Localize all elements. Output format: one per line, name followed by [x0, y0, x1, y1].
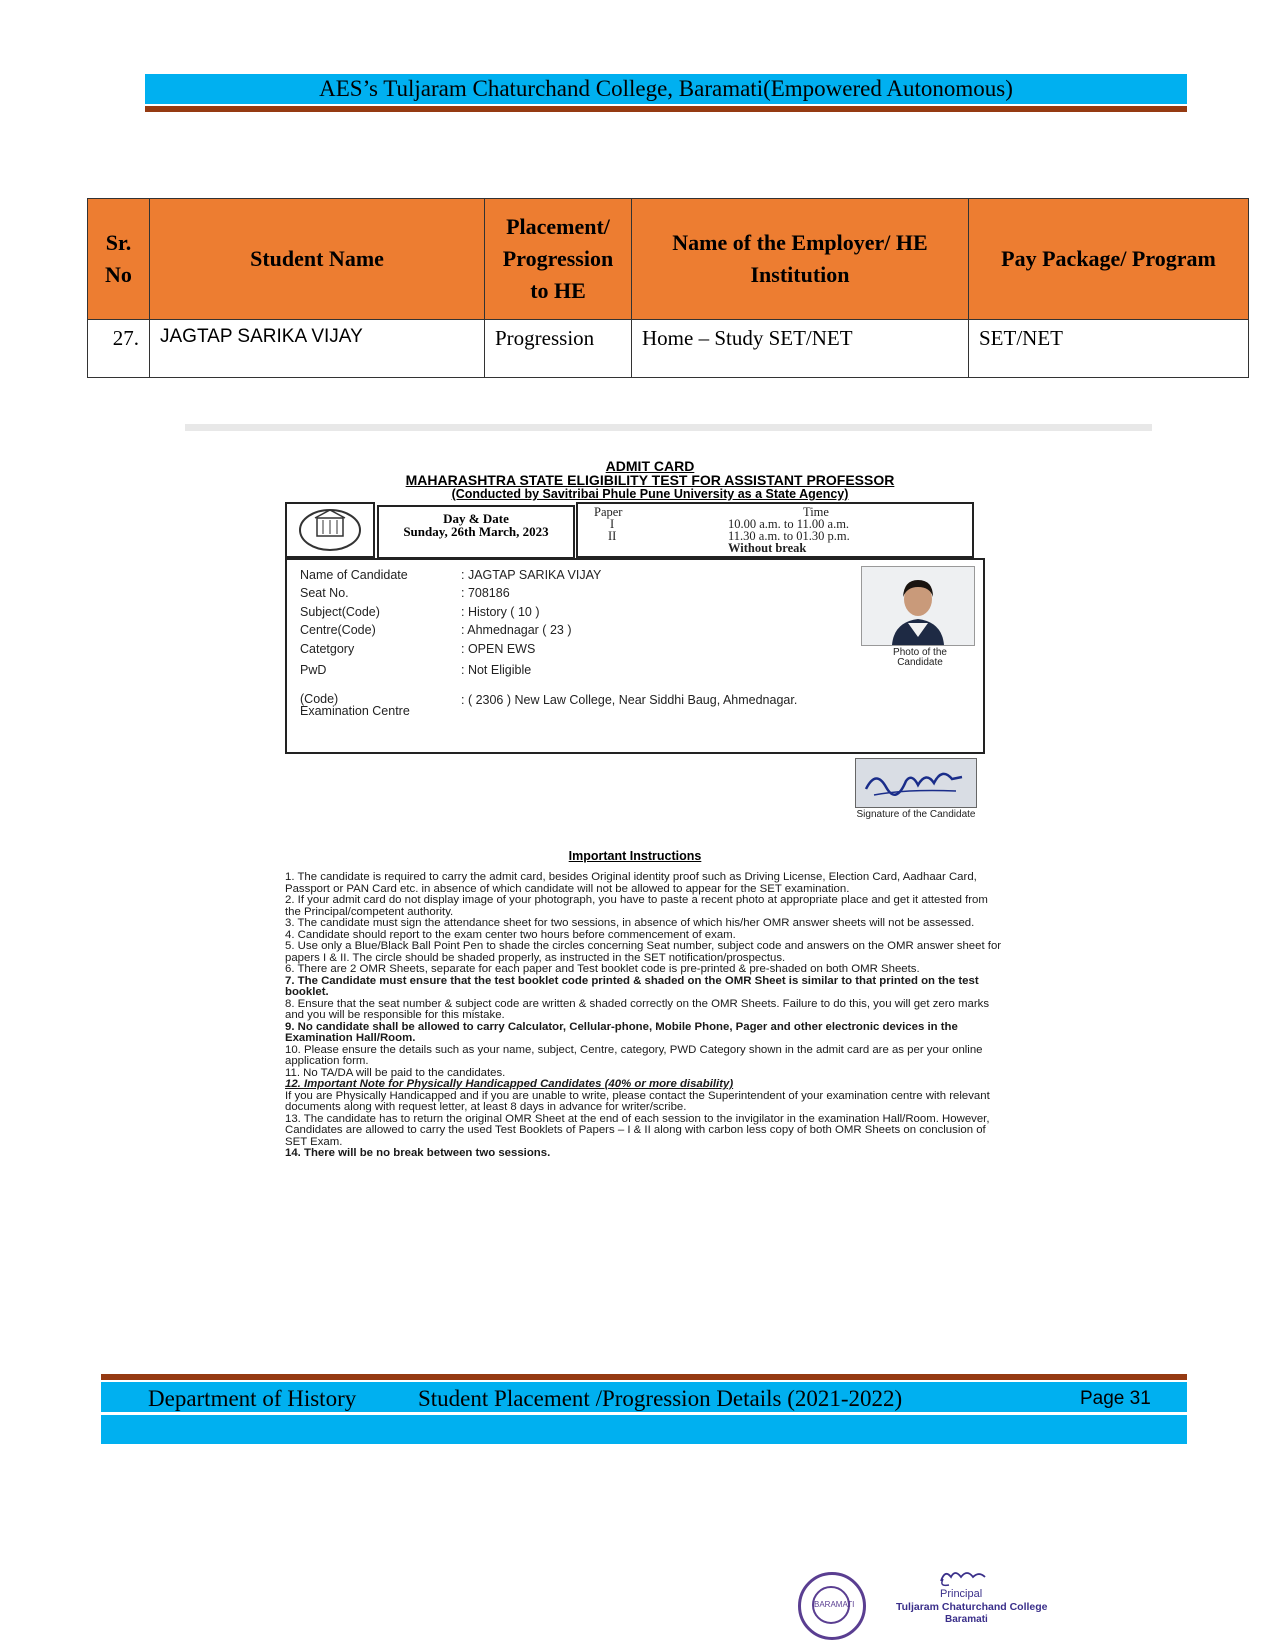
instruction-13: 13. The candidate has to return the original OMR Sheet at the end of each session to the invigilator in the examination Hall/Room. However, Candidates are allowed to carry the used Test Booklets of Papers – I & II along with carbon less copy of both OMR Sheets on conclusion of SET Exam. — [285, 1112, 990, 1148]
day-date-label: Day & Date — [443, 511, 509, 526]
page-number: 31 — [1129, 1388, 1151, 1409]
instruction-3: 3. The candidate must sign the attendance sheet for two sessions, in absence of which his/her OMR answer sheets will not be assessed. — [285, 917, 975, 929]
photo-caption: Photo of the Candidate — [893, 647, 947, 668]
footer-page — [1080, 1385, 1151, 1413]
placement-table — [87, 198, 1249, 378]
header-title: AES’s Tuljaram Chaturchand College, Baramati(Empowered Autonomous) — [319, 76, 1013, 101]
paper-2-time: 11.30 a.m. to 01.30 p.m. — [728, 529, 850, 543]
instructions-list — [285, 872, 1005, 1160]
cell-placement: Progression — [485, 320, 632, 378]
instruction-1: 1. The candidate is required to carry the admit card, besides Original identity proof such as Driving License, Election Card, Aadhaar Card, Passport or PAN Card etc. in absence of which candidate will not be allowed to appear for the SET examination. — [285, 871, 977, 895]
cell-sr-no: 27. — [88, 320, 150, 378]
instruction-8: 8. Ensure that the seat number & subject code are written & shaded correctly on the OMR Sheets. Failure to do this, you will get zero marks and you will be responsible for this mistake. — [285, 997, 990, 1021]
field-label-category: Catetgory — [300, 642, 355, 656]
admit-card-title: ADMIT CARD — [605, 458, 695, 474]
page-header — [145, 74, 1187, 104]
cell-student-name: JAGTAP SARIKA VIJAY — [150, 320, 485, 378]
scan-top-border — [185, 424, 1152, 431]
col-pay-package: Pay Package/ Program — [969, 199, 1249, 320]
instruction-2: 2. If your admit card do not display image of your photograph, you have to paste a recent photo at appropriate place and get it attested from the Principal/competent authority. — [285, 894, 988, 918]
date-box — [377, 505, 575, 559]
field-value-centre: : Ahmednagar ( 23 ) — [461, 623, 572, 637]
principal-signature-icon — [935, 1565, 995, 1589]
table-header-row — [88, 199, 1249, 320]
admit-card-subtitle: MAHARASHTRA STATE ELIGIBILITY TEST FOR ASSISTANT PROFESSOR — [405, 472, 895, 488]
field-label-subject: Subject(Code) — [300, 605, 380, 619]
field-value-pwd: : Not Eligible — [461, 663, 532, 677]
field-value-name: : JAGTAP SARIKA VIJAY — [461, 568, 602, 582]
cell-employer: Home – Study SET/NET — [632, 320, 969, 378]
col-placement: Placement/ Progression to HE — [485, 199, 632, 320]
instruction-5: 5. Use only a Blue/Black Ball Point Pen to shade the circles concerning Seat number, subject code and answers on the OMR answer sheet for papers I & II. The circle should be shaded properly, as instructed in the SET notification/prospectus. — [285, 940, 1002, 964]
candidate-details-box — [285, 558, 985, 754]
signature-icon — [856, 759, 976, 807]
col-employer: Name of the Employer/ HE Institution — [632, 199, 969, 320]
instruction-12: 12. Important Note for Physically Handicapped Candidates (40% or more disability) — [285, 1078, 734, 1090]
instruction-11: 11. No TA/DA will be paid to the candidates. — [285, 1066, 506, 1079]
time-label: Time — [803, 505, 829, 519]
header-rule — [145, 106, 1187, 112]
instruction-6: 6. There are 2 OMR Sheets, separate for each paper and Test booklet code is pre-printed & pre-shaded on both OMR Sheets. — [285, 963, 920, 975]
without-break: Without break — [728, 541, 807, 555]
university-emblem-icon — [287, 504, 373, 556]
candidate-signature — [855, 758, 977, 808]
admit-card — [285, 452, 1015, 1232]
paper-1-time: 10.00 a.m. to 11.00 a.m. — [728, 517, 850, 531]
footer-department: Department of History — [148, 1386, 357, 1411]
exam-centre-label: (Code) Examination Centre — [300, 692, 410, 718]
instruction-14: 14. There will be no break between two sessions. — [285, 1147, 551, 1159]
day-date-value: Sunday, 26th March, 2023 — [403, 524, 549, 539]
col-student-name: Student Name — [150, 199, 485, 320]
principal-title: Principal — [940, 1588, 983, 1600]
field-label-name: Name of Candidate — [300, 568, 408, 582]
instruction-7: 7. The Candidate must ensure that the test booklet code printed & shaded on the OMR Sheet is similar to that printed on the test booklet. — [285, 974, 979, 998]
field-value-seat: : 708186 — [461, 586, 510, 600]
instruction-12-detail: If you are Physically Handicapped and if you are unable to write, please contact the Superintendent of your examination centre with relevant documents along with request letter, at least 8 days in advance for writer/scribe. — [285, 1089, 990, 1113]
signature-caption: Signature of the Candidate — [856, 809, 976, 820]
col-sr-no: Sr. No — [88, 199, 150, 320]
person-photo-icon — [862, 567, 974, 645]
field-label-centre: Centre(Code) — [300, 623, 376, 637]
footer-rule — [101, 1374, 1187, 1380]
candidate-photo — [861, 566, 975, 646]
paper-label: Paper — [594, 505, 623, 519]
field-label-pwd: PwD — [300, 663, 327, 677]
cell-pay-package: SET/NET — [969, 320, 1249, 378]
paper-time-box — [576, 502, 974, 558]
field-value-category: : OPEN EWS — [461, 642, 536, 656]
paper-1: I — [610, 517, 615, 531]
principal-place: Baramati — [945, 1614, 988, 1625]
field-value-subject: : History ( 10 ) — [461, 605, 540, 619]
field-label-seat: Seat No. — [300, 586, 349, 600]
table-row — [88, 320, 1249, 378]
emblem-box — [285, 502, 375, 558]
exam-centre-value: : ( 2306 ) New Law College, Near Siddhi Baug, Ahmednagar. — [461, 693, 798, 707]
page-label: Page — [1080, 1388, 1125, 1409]
instruction-9: 9. No candidate shall be allowed to carry Calculator, Cellular-phone, Mobile Phone, Pager and other electronic devices in the Examination Hall/Room. — [285, 1020, 958, 1044]
admit-card-conducted-by: (Conducted by Savitribai Phule Pune University as a State Agency) — [451, 487, 849, 501]
instruction-10: 10. Please ensure the details such as your name, subject, Centre, category, PWD Category shown in the admit card are as per your online application form. — [285, 1043, 983, 1067]
seal-center: BARAMATI — [812, 1586, 850, 1624]
instructions-title: Important Instructions — [568, 849, 702, 863]
paper-2: II — [608, 529, 617, 543]
principal-college: Tuljaram Chaturchand College — [896, 1601, 1048, 1613]
footer-title: Student Placement /Progression Details (2021-2022) — [418, 1386, 903, 1411]
instruction-4: 4. Candidate should report to the exam center two hours before commencement of exam. — [285, 928, 736, 941]
